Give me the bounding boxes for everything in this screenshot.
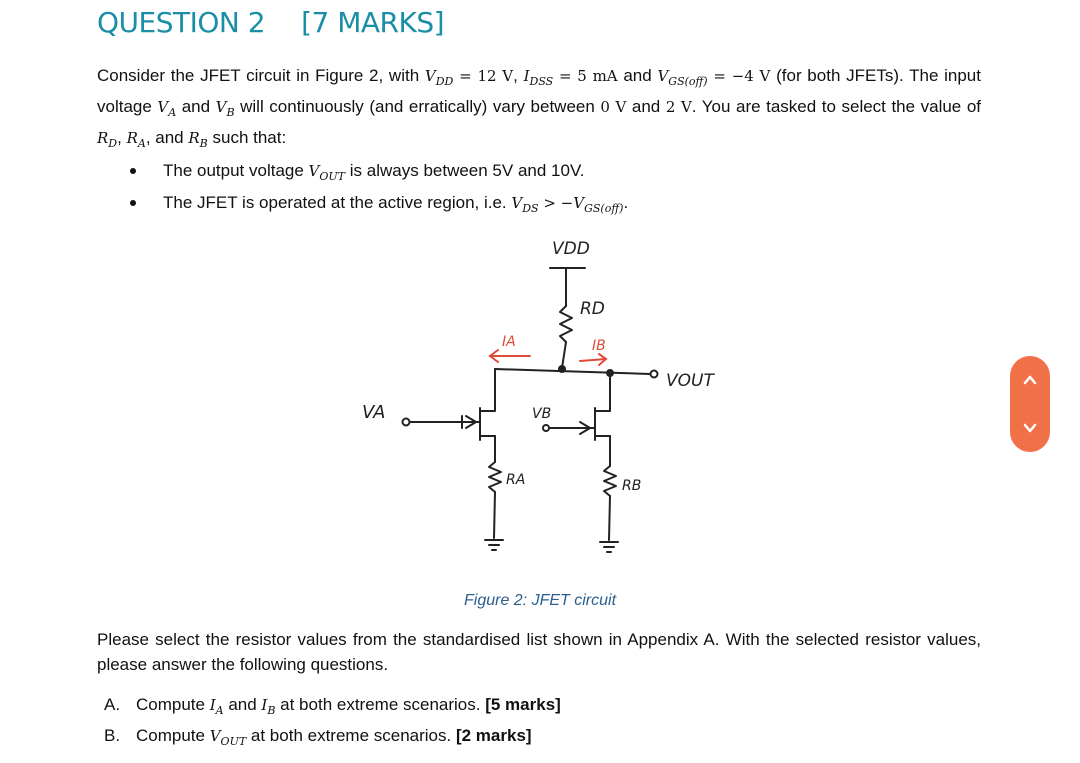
question-b: B. Compute $V_{OUT}$ at both extreme scenarios. [2 marks] <box>104 726 532 748</box>
circuit-diagram <box>340 228 740 568</box>
page-navigation <box>1010 356 1050 452</box>
vout-label: VOUT <box>666 371 714 391</box>
svg-text:RD <box>580 299 605 319</box>
previous-button[interactable] <box>1010 356 1050 404</box>
rd-label: RD <box>580 299 605 319</box>
question-b-marks: [2 marks] <box>455 726 532 745</box>
va-terminal <box>403 419 410 426</box>
junction-node <box>559 366 565 372</box>
next-button[interactable] <box>1010 404 1050 452</box>
question-a-marks: [5 marks] <box>485 695 561 714</box>
requirement-output-range: The output voltage $V_{OUT}$ is always between 5V and 10V. <box>97 158 628 190</box>
questions-list <box>104 692 561 754</box>
instructions-paragraph: Please select the resistor values from the standardised list shown in Appendix A. With the selected resistor values, please answer the following questions. <box>97 630 981 674</box>
rb-resistor <box>604 466 616 496</box>
svg-text:RA <box>506 472 525 488</box>
svg-text:IA <box>502 334 516 350</box>
vb-label: VB <box>532 406 552 422</box>
chevron-up-icon <box>1022 372 1038 388</box>
svg-text:VOUT <box>666 371 715 391</box>
rd-resistor <box>560 306 572 342</box>
svg-text:IB <box>592 338 606 354</box>
question-marks: [7 MARKS] <box>301 6 445 39</box>
vout-terminal <box>651 371 658 378</box>
rd-lower-wire <box>562 342 566 368</box>
output-bus <box>495 369 650 374</box>
ia-label: IA <box>502 334 516 350</box>
svg-text:VA <box>362 402 385 423</box>
chevron-down-icon <box>1022 420 1038 436</box>
figure-caption: Figure 2: JFET circuit <box>463 592 617 609</box>
ra-label: RA <box>506 472 526 488</box>
svg-text:VB <box>532 406 551 422</box>
question-title: QUESTION 2 <box>97 6 266 39</box>
ib-label: IB <box>592 338 606 354</box>
requirements-list <box>97 158 628 222</box>
vdd-label: VDD <box>552 239 590 259</box>
va-label: VA <box>362 402 386 423</box>
svg-text:VDD <box>552 239 590 259</box>
svg-text:RB <box>622 478 641 494</box>
intro-paragraph: Consider the JFET circuit in Figure 2, with $V_{DD} = 12$ V, $I_{DSS} = 5$ mA and $V_{GS(off)} = -4$ V (for both JFETs). The input voltage $V_A$ and $V_B$ will continuously (and erratically) vary between 0 V and 2 V. You are tasked to select the value of $R_D$, $R_A$, and $R_B$ such that: <box>97 66 981 150</box>
rb-label: RB <box>622 478 642 494</box>
requirement-active-region: The JFET is operated at the active region, i.e. $V_{DS} > -V_{GS(off)}$. <box>97 190 628 222</box>
question-heading <box>97 6 444 39</box>
ra-resistor <box>489 462 501 492</box>
jfet-circuit-figure <box>340 228 740 568</box>
ib-arrow <box>580 359 606 361</box>
question-a: A. Compute $I_A$ and $I_B$ at both extreme scenarios. [5 marks] <box>104 695 561 717</box>
